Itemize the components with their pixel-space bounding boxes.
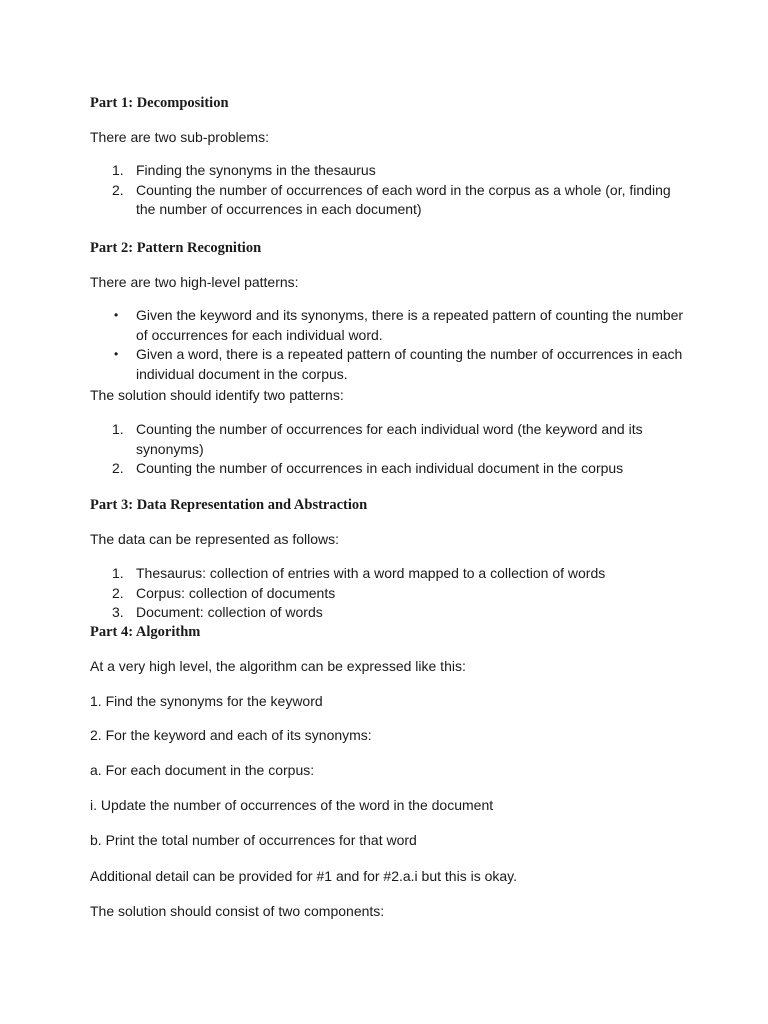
bullet-marker: • xyxy=(114,347,119,362)
part3-list xyxy=(90,564,690,623)
list-item-text: Counting the number of occurrences of each word in the corpus as a whole (or, finding the number of occurrences in each document) xyxy=(136,181,671,218)
list-item-text: Given a word, there is a repeated pattern of counting the number of occurrences in each individual document in the corpus. xyxy=(136,346,683,383)
algorithm-step-2ai: i. Update the number of occurrences of the word in the document xyxy=(90,797,494,813)
list-item xyxy=(90,420,690,459)
bullet-marker: • xyxy=(114,308,119,322)
part2-bullet-list xyxy=(90,306,690,385)
part1-list xyxy=(90,161,690,220)
list-number: 3. xyxy=(112,604,124,621)
part1-intro: There are two sub-problems: xyxy=(90,129,269,145)
list-item-text: Counting the number of occurrences for each individual word (the keyword and its synonyms) xyxy=(136,421,643,457)
list-number: 1. xyxy=(112,162,124,178)
part4-intro: At a very high level, the algorithm can be expressed like this: xyxy=(90,658,466,674)
list-item-text: Given the keyword and its synonyms, there is a repeated pattern of counting the number of occurrences for each individual word. xyxy=(136,307,684,343)
list-number: 1. xyxy=(112,565,124,581)
list-item-text: Counting the number of occurrences in each individual document in the corpus xyxy=(136,460,624,477)
list-item-text: Finding the synonyms in the thesaurus xyxy=(136,162,376,178)
list-item xyxy=(90,161,690,181)
part2-solution-intro: The solution should identify two patterns: xyxy=(90,387,344,403)
part2-list xyxy=(90,420,690,479)
list-item xyxy=(90,584,690,604)
list-item xyxy=(90,459,690,479)
list-item xyxy=(90,181,690,220)
list-item-text: Thesaurus: collection of entries with a word mapped to a collection of words xyxy=(136,565,606,581)
list-number: 2. xyxy=(112,584,124,601)
part3-heading: Part 3: Data Representation and Abstraction xyxy=(90,497,368,513)
list-number: 1. xyxy=(112,421,124,437)
algorithm-step-2: 2. For the keyword and each of its synonyms: xyxy=(90,727,372,743)
part3-intro: The data can be represented as follows: xyxy=(90,531,340,547)
list-item xyxy=(90,564,690,584)
part4-heading: Part 4: Algorithm xyxy=(90,624,201,640)
algorithm-step-2b: b. Print the total number of occurrences for that word xyxy=(90,832,417,848)
solution-components-intro: The solution should consist of two components: xyxy=(90,903,385,919)
list-number: 2. xyxy=(112,460,124,477)
algorithm-detail-note: Additional detail can be provided for #1 and for #2.a.i but this is okay. xyxy=(90,868,518,884)
list-item-text: Corpus: collection of documents xyxy=(136,584,336,601)
list-number: 2. xyxy=(112,181,124,198)
list-item xyxy=(90,603,690,623)
part2-heading: Part 2: Pattern Recognition xyxy=(90,240,262,256)
algorithm-step-2a: a. For each document in the corpus: xyxy=(90,762,315,778)
part1-heading: Part 1: Decomposition xyxy=(90,95,229,111)
part2-intro: There are two high-level patterns: xyxy=(90,274,299,290)
algorithm-step-1: 1. Find the synonyms for the keyword xyxy=(90,693,323,709)
list-item xyxy=(90,306,690,345)
list-item-text: Document: collection of words xyxy=(136,604,323,621)
list-item xyxy=(90,345,690,384)
